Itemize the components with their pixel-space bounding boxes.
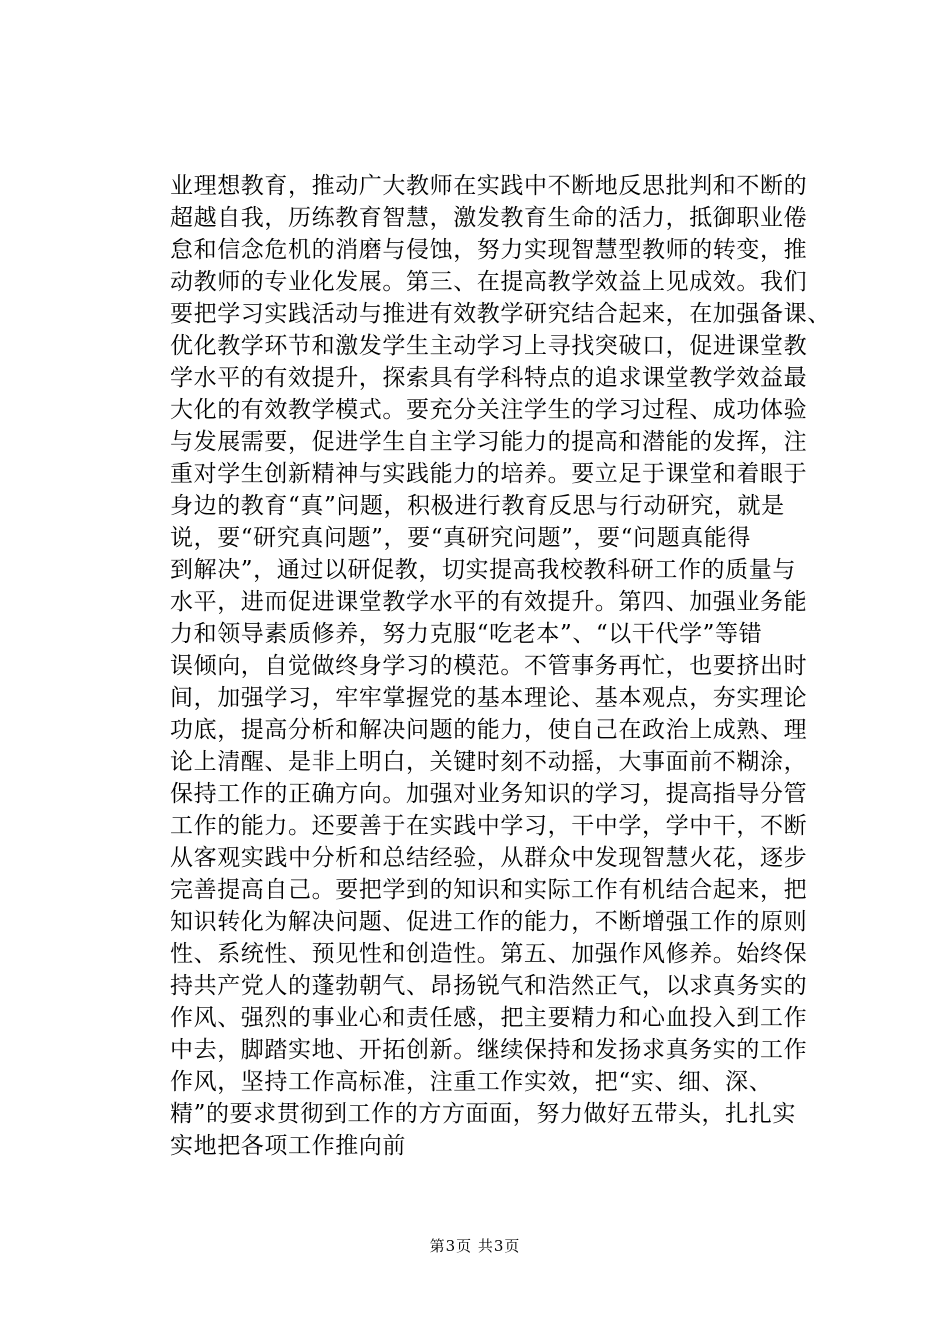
text-line: 作风，坚持工作高标准，注重工作实效，把“实、细、深、 <box>170 1069 773 1095</box>
text-line: 重对学生创新精神与实践能力的培养。要立足于课堂和着眼于 <box>170 461 808 487</box>
text-line: 说，要“研究真问题”，要“真研究问题”，要“问题真能得 <box>170 525 751 551</box>
body-text <box>170 170 870 1162</box>
text-line: 论上清醒、是非上明白，关键时刻不动摇，大事面前不糊涂， <box>170 749 808 775</box>
text-line: 超越自我，历练教育智慧，激发教育生命的活力，抵御职业倦 <box>170 205 808 231</box>
text-line: 作风、强烈的事业心和责任感，把主要精力和心血投入到工作 <box>170 1005 808 1031</box>
text-line: 要把学习实践活动与推进有效教学研究结合起来，在加强备课、 <box>170 301 831 327</box>
text-line: 到解决”，通过以研促教，切实提高我校教科研工作的质量与 <box>170 557 796 583</box>
text-line: 学水平的有效提升，探索具有学科特点的追求课堂教学效益最 <box>170 365 808 391</box>
page-footer: 第3页 共3页 <box>429 1237 521 1255</box>
text-line: 性、系统性、预见性和创造性。第五、加强作风修养。始终保 <box>170 941 808 967</box>
text-line: 怠和信念危机的消磨与侵蚀，努力实现智慧型教师的转变，推 <box>170 237 808 263</box>
text-line: 身边的教育“真”问题，积极进行教育反思与行动研究，就是 <box>170 493 785 519</box>
text-line: 中去，脚踏实地、开拓创新。继续保持和发扬求真务实的工作 <box>170 1037 808 1063</box>
text-line: 业理想教育，推动广大教师在实践中不断地反思批判和不断的 <box>170 173 808 199</box>
text-line: 动教师的专业化发展。第三、在提高教学效益上见成效。我们 <box>170 269 808 295</box>
text-line: 水平，进而促进课堂教学水平的有效提升。第四、加强业务能 <box>170 589 808 615</box>
text-line: 实地把各项工作推向前 <box>170 1133 406 1159</box>
text-line: 大化的有效教学模式。要充分关注学生的学习过程、成功体验 <box>170 397 808 423</box>
text-line: 保持工作的正确方向。加强对业务知识的学习，提高指导分管 <box>170 781 808 807</box>
text-line: 持共产党人的蓬勃朝气、昂扬锐气和浩然正气，以求真务实的 <box>170 973 808 999</box>
text-line: 与发展需要，促进学生自主学习能力的提高和潜能的发挥，注 <box>170 429 808 455</box>
text-line: 知识转化为解决问题、促进工作的能力，不断增强工作的原则 <box>170 909 808 935</box>
text-line: 优化教学环节和激发学生主动学习上寻找突破口，促进课堂教 <box>170 333 808 359</box>
text-line: 工作的能力。还要善于在实践中学习，干中学，学中干，不断 <box>170 813 808 839</box>
text-line: 功底，提高分析和解决问题的能力，使自己在政治上成熟、理 <box>170 717 808 743</box>
text-line: 完善提高自己。要把学到的知识和实际工作有机结合起来，把 <box>170 877 808 903</box>
text-line: 间，加强学习，牢牢掌握党的基本理论、基本观点，夯实理论 <box>170 685 808 711</box>
text-line: 力和领导素质修养，努力克服“吃老本”、“以干代学”等错 <box>170 621 763 647</box>
text-line: 从客观实践中分析和总结经验，从群众中发现智慧火花，逐步 <box>170 845 808 871</box>
text-line: 精”的要求贯彻到工作的方方面面，努力做好五带头，扎扎实 <box>170 1101 796 1127</box>
text-line: 误倾向，自觉做终身学习的模范。不管事务再忙，也要挤出时 <box>170 653 808 679</box>
